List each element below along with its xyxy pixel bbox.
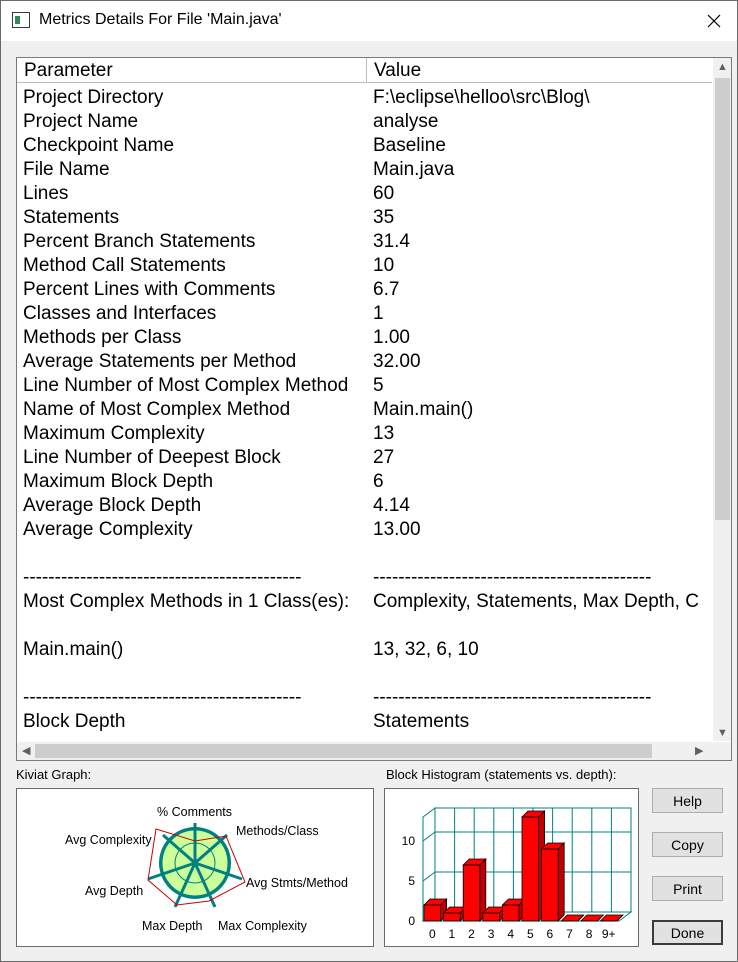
table-row[interactable] xyxy=(17,566,712,590)
value-cell: Statements xyxy=(373,711,470,732)
close-icon xyxy=(707,14,721,28)
histogram-x-tick-label: 3 xyxy=(487,927,495,941)
histogram-bar xyxy=(502,905,519,921)
table-row[interactable] xyxy=(17,110,712,134)
value-cell: -------------------------------------------- xyxy=(373,567,652,588)
table-row[interactable] xyxy=(17,446,712,470)
metrics-list[interactable] xyxy=(16,57,732,761)
parameter-cell: Average Statements per Method xyxy=(23,351,297,372)
parameter-cell: Average Complexity xyxy=(23,519,193,540)
print-button[interactable]: Print xyxy=(652,876,723,901)
kiviat-axis-label-avg-complexity: Avg Complexity xyxy=(65,833,152,847)
parameter-cell: Project Directory xyxy=(23,87,164,108)
histogram-bar xyxy=(463,865,480,921)
table-row[interactable] xyxy=(17,230,712,254)
value-cell: Complexity, Statements, Max Depth, C xyxy=(373,591,699,612)
histogram-svg xyxy=(385,789,638,946)
table-row[interactable] xyxy=(17,254,712,278)
histogram-y-tick-label: 0 xyxy=(408,914,415,928)
parameter-cell: Classes and Interfaces xyxy=(23,303,217,324)
parameter-cell: Main.main() xyxy=(23,639,124,660)
kiviat-axis-label-avg-stmts: Avg Stmts/Method xyxy=(246,876,348,890)
histogram-x-tick-label: 5 xyxy=(526,927,534,941)
parameter-cell: Percent Lines with Comments xyxy=(23,279,276,300)
table-row[interactable] xyxy=(17,470,712,494)
table-row[interactable] xyxy=(17,710,712,734)
value-cell: Baseline xyxy=(373,135,446,156)
value-cell: 13 xyxy=(373,423,395,444)
horizontal-scroll-thumb[interactable] xyxy=(35,744,652,758)
table-row[interactable] xyxy=(17,614,712,638)
value-cell: 31.4 xyxy=(373,231,410,252)
parameter-cell: -------------------------------------------- xyxy=(23,567,302,588)
value-cell: Main.java xyxy=(373,159,455,180)
parameter-cell: -------------------------------------------- xyxy=(23,687,302,708)
value-cell: 35 xyxy=(373,207,395,228)
parameter-cell: File Name xyxy=(23,159,110,180)
histogram-grid-diag xyxy=(423,832,435,841)
value-cell: 10 xyxy=(373,255,395,276)
histogram-bar xyxy=(444,913,461,921)
table-row[interactable] xyxy=(17,422,712,446)
histogram-x-tick-label: 8 xyxy=(585,927,593,941)
value-cell: 1.00 xyxy=(373,327,410,348)
table-row[interactable] xyxy=(17,518,712,542)
histogram-bar xyxy=(424,905,441,921)
value-cell: 13.00 xyxy=(373,519,421,540)
histogram-x-tick-label: 6 xyxy=(546,927,554,941)
table-row[interactable] xyxy=(17,182,712,206)
histogram-grid-diag xyxy=(423,872,435,881)
parameter-cell: Method Call Statements xyxy=(23,255,226,276)
kiviat-axis-label-max-complexity: Max Complexity xyxy=(218,919,307,933)
value-cell: 5 xyxy=(373,375,384,396)
parameter-cell: Maximum Block Depth xyxy=(23,471,214,492)
parameter-cell: Average Block Depth xyxy=(23,495,202,516)
kiviat-label: Kiviat Graph: xyxy=(16,767,92,782)
table-row[interactable] xyxy=(17,662,712,686)
help-button[interactable]: Help xyxy=(652,788,723,813)
value-cell: 32.00 xyxy=(373,351,421,372)
parameter-cell: Block Depth xyxy=(23,711,126,732)
scroll-right-icon[interactable]: ▶ xyxy=(695,745,704,757)
value-cell: Main.main() xyxy=(373,399,474,420)
kiviat-graph xyxy=(16,788,374,947)
done-button[interactable]: Done xyxy=(652,920,723,945)
list-header xyxy=(17,58,712,83)
title-bar xyxy=(1,1,737,41)
table-row[interactable] xyxy=(17,86,712,110)
histogram-bar xyxy=(483,913,500,921)
table-row[interactable] xyxy=(17,494,712,518)
histogram-x-tick-label: 1 xyxy=(448,927,456,941)
list-rows xyxy=(17,86,712,734)
scroll-down-icon[interactable]: ▼ xyxy=(717,727,728,739)
histogram-y-tick-label: 10 xyxy=(401,834,415,848)
app-icon xyxy=(12,12,30,28)
value-cell: 27 xyxy=(373,447,395,468)
table-row[interactable] xyxy=(17,302,712,326)
histogram-x-tick-label: 0 xyxy=(428,927,436,941)
parameter-cell: Percent Branch Statements xyxy=(23,231,256,252)
table-row[interactable] xyxy=(17,590,712,614)
window-title: Metrics Details For File 'Main.java' xyxy=(39,11,282,28)
table-row[interactable] xyxy=(17,638,712,662)
value-cell: 13, 32, 6, 10 xyxy=(373,639,479,660)
parameter-cell: Project Name xyxy=(23,111,139,132)
parameter-cell: Line Number of Deepest Block xyxy=(23,447,281,468)
table-row[interactable] xyxy=(17,326,712,350)
value-cell: -------------------------------------------- xyxy=(373,687,652,708)
table-row[interactable] xyxy=(17,278,712,302)
histogram-x-tick-label: 2 xyxy=(468,927,475,941)
kiviat-svg xyxy=(17,789,373,946)
vertical-scroll-thumb[interactable] xyxy=(715,78,730,520)
kiviat-axis-label-methods-class: Methods/Class xyxy=(236,824,319,838)
parameter-cell: Checkpoint Name xyxy=(23,135,175,156)
table-row[interactable] xyxy=(17,542,712,566)
value-cell: 4.14 xyxy=(373,495,410,516)
parameter-cell: Maximum Complexity xyxy=(23,423,205,444)
histogram-x-tick-label: 4 xyxy=(507,927,515,941)
table-row[interactable] xyxy=(17,374,712,398)
table-row[interactable] xyxy=(17,398,712,422)
parameter-cell: Statements xyxy=(23,207,120,228)
value-cell: 6.7 xyxy=(373,279,400,300)
table-row[interactable] xyxy=(17,158,712,182)
histogram-bar-side xyxy=(558,843,564,921)
parameter-cell: Methods per Class xyxy=(23,327,182,348)
copy-button[interactable]: Copy xyxy=(652,832,723,857)
histogram-y-tick-label: 5 xyxy=(408,874,415,888)
kiviat-axis-label-max-depth: Max Depth xyxy=(142,919,203,933)
histogram-bar xyxy=(542,849,559,921)
value-cell: F:\eclipse\helloo\src\Blog\ xyxy=(373,87,590,108)
scroll-left-icon[interactable]: ◀ xyxy=(22,745,31,757)
kiviat-axis-label-comments: % Comments xyxy=(157,805,233,819)
close-button[interactable] xyxy=(691,1,737,41)
value-cell: 60 xyxy=(373,183,395,204)
table-row[interactable] xyxy=(17,206,712,230)
parameter-cell: Line Number of Most Complex Method xyxy=(23,375,349,396)
table-row[interactable] xyxy=(17,350,712,374)
horizontal-scrollbar[interactable] xyxy=(17,742,731,760)
kiviat-axis-label-avg-depth: Avg Depth xyxy=(85,884,144,898)
value-cell: 6 xyxy=(373,471,384,492)
histogram-x-tick-label: 9+ xyxy=(601,927,616,941)
parameter-cell: Name of Most Complex Method xyxy=(23,399,291,420)
histogram-bar xyxy=(522,817,539,921)
parameter-cell: Most Complex Methods in 1 Class(es): xyxy=(23,591,350,612)
value-cell: analyse xyxy=(373,111,439,132)
vertical-scrollbar[interactable] xyxy=(713,58,731,741)
histogram-label: Block Histogram (statements vs. depth): xyxy=(386,767,617,782)
column-header-value[interactable]: Value xyxy=(374,60,422,81)
histogram-x-tick-label: 7 xyxy=(566,927,573,941)
value-cell: 1 xyxy=(373,303,384,324)
scroll-up-icon[interactable]: ▲ xyxy=(717,61,728,73)
column-header-parameter[interactable]: Parameter xyxy=(17,58,367,82)
parameter-cell: Lines xyxy=(23,183,69,204)
table-row[interactable] xyxy=(17,686,712,710)
block-histogram xyxy=(384,788,639,947)
table-row[interactable] xyxy=(17,134,712,158)
